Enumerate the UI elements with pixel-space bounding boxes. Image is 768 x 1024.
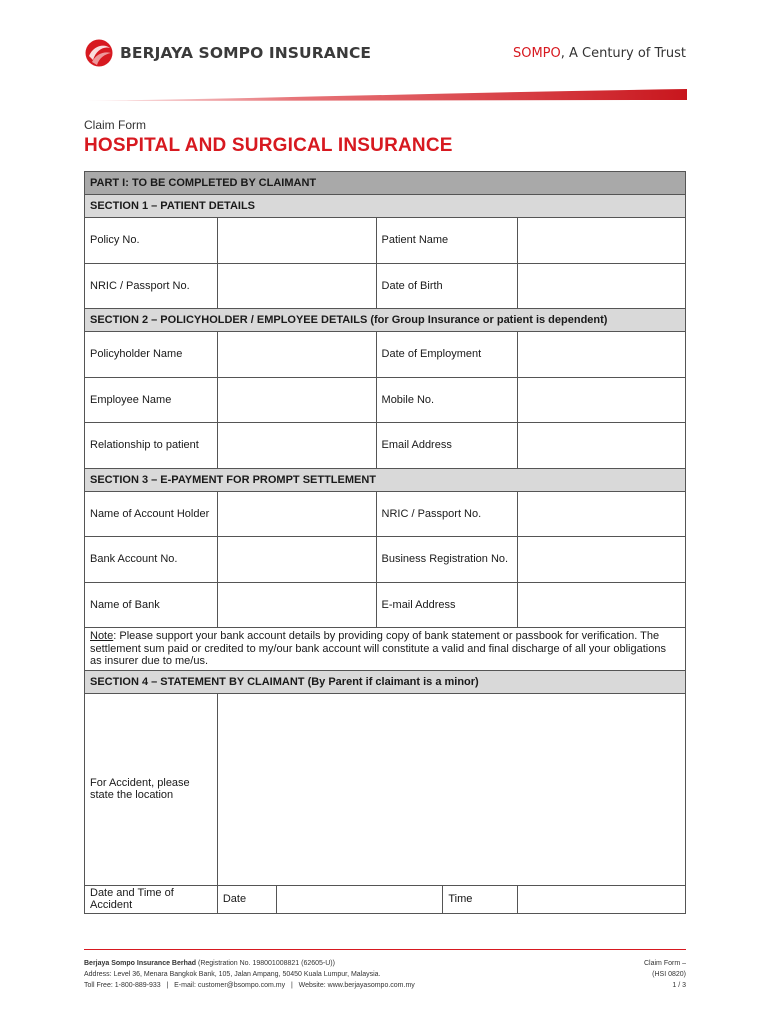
footer-form-label: Claim Form – [643,960,686,967]
table-row [85,263,686,309]
bank-name-label: Name of Bank [85,582,218,628]
accident-time-field[interactable] [518,885,686,913]
policyholder-name-field[interactable] [217,332,376,378]
page-header [0,0,768,110]
payment-email-label: E-mail Address [376,582,518,628]
footer-contact: Toll Free: 1-800-889-933 | E-mail: customer@bsompo.com.my | Website: www.berjayasompo.com.my [84,982,415,989]
section-header-row [85,195,686,218]
payment-note [85,628,686,671]
header-swoosh [84,86,687,102]
email-address-label: Email Address [376,423,518,469]
accident-location-field[interactable] [217,693,685,885]
table-row [85,377,686,423]
accident-date-field[interactable] [276,885,518,913]
nric-label: NRIC / Passport No. [85,263,218,309]
date-label: Date [217,885,276,913]
account-holder-label: Name of Account Holder [85,491,218,537]
policy-no-label: Policy No. [85,218,218,264]
footer-divider [84,949,686,950]
employee-name-field[interactable] [217,377,376,423]
patient-name-label: Patient Name [376,218,518,264]
footer-company-info [84,958,415,991]
section1-title: SECTION 1 – PATIENT DETAILS [85,195,686,218]
date-of-employment-label: Date of Employment [376,332,518,378]
note-label: Note [90,630,114,642]
footer-registration: (Registration No. 198001008821 (62605-U)) [196,960,335,967]
company-logo [84,38,371,68]
email-address-field[interactable] [518,423,686,469]
footer-form-ref [644,958,686,991]
holder-nric-field[interactable] [518,491,686,537]
accident-location-label: For Accident, please state the location [85,693,218,885]
footer-company: Berjaya Sompo Insurance Berhad [84,960,197,967]
tagline: SOMPO, A Century of Trust [512,46,686,61]
policyholder-name-label: Policyholder Name [85,332,218,378]
employee-name-label: Employee Name [85,377,218,423]
bank-name-field[interactable] [217,582,376,628]
section-header-row [85,309,686,332]
section2-title: SECTION 2 – POLICYHOLDER / EMPLOYEE DETAILS (for Group Insurance or patient is dependent) [85,309,686,332]
footer-form-code: (HSI 0820) [652,971,686,978]
time-label: Time [442,886,517,913]
business-reg-no-label: Business Registration No. [376,537,518,583]
mobile-no-field[interactable] [518,377,686,423]
section3-title: SECTION 3 – E-PAYMENT FOR PROMPT SETTLEMENT [85,468,686,491]
page-number: 1 / 3 [672,982,686,989]
payment-email-field[interactable] [518,582,686,628]
table-row [85,693,686,885]
claim-form-table [84,171,686,914]
relationship-field[interactable] [217,423,376,469]
table-row [85,537,686,583]
relationship-label: Relationship to patient [85,423,218,469]
business-reg-no-field[interactable] [518,537,686,583]
date-of-employment-field[interactable] [518,332,686,378]
form-label: Claim Form [84,118,146,132]
holder-nric-label: NRIC / Passport No. [376,491,518,537]
dob-field[interactable] [518,263,686,309]
section-header-row [85,468,686,491]
mobile-no-label: Mobile No. [376,377,518,423]
nric-field[interactable] [217,263,376,309]
part-header-row [85,172,686,195]
note-row [85,628,686,671]
bank-account-no-field[interactable] [217,537,376,583]
account-holder-field[interactable] [217,491,376,537]
section4-title: SECTION 4 – STATEMENT BY CLAIMANT (By Parent if claimant is a minor) [85,670,686,693]
part1-title: PART I: TO BE COMPLETED BY CLAIMANT [85,172,686,195]
table-row [85,218,686,264]
date-time-label: Date and Time of Accident [85,885,218,913]
footer-address: Address: Level 36, Menara Bangkok Bank, 105, Jalan Ampang, 50450 Kuala Lumpur, Malaysia. [84,971,381,978]
bank-account-no-label: Bank Account No. [85,537,218,583]
table-row [85,491,686,537]
section-header-row [85,670,686,693]
form-title: HOSPITAL AND SURGICAL INSURANCE [84,135,453,156]
table-row [85,332,686,378]
dob-label: Date of Birth [376,263,518,309]
table-row [85,885,686,913]
note-text: : Please support your bank account details by providing copy of bank statement or passbook for verification. The settlement sum paid or credited to my/our bank account will constitute a valid and final discharge of all your obligations as insurer due to me/us. [90,630,666,667]
company-name: BERJAYA SOMPO INSURANCE [120,44,372,62]
table-row [85,423,686,469]
sompo-logo-icon [84,38,114,68]
patient-name-field[interactable] [518,218,686,264]
policy-no-field[interactable] [217,218,376,264]
table-row [85,582,686,628]
